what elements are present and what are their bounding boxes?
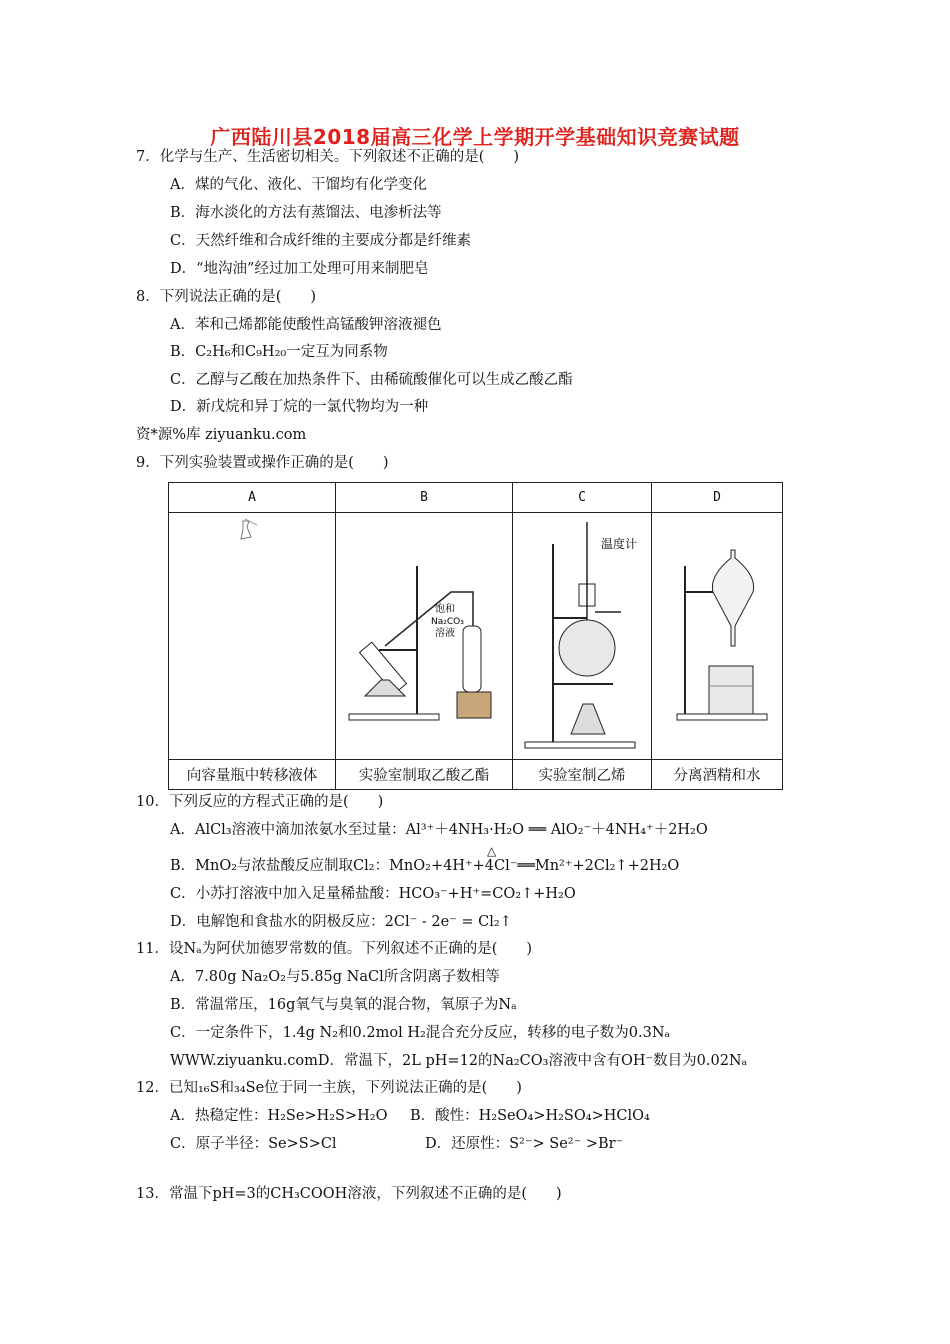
header-b: B (336, 483, 513, 513)
header-c: C (513, 483, 652, 513)
heat-symbol: △ (487, 844, 497, 858)
label-na2co3: Na₂CO₃ (431, 617, 464, 627)
q10-option-a: A．AlCl₃溶液中滴加浓氨水至过量：Al³⁺＋4NH₃·H₂O ══ AlO₂⁻＋4NH₄⁺＋2H₂O (170, 822, 708, 838)
q11-option-d: WWW.ziyuanku.comD．常温下，2L pH=12的Na₂CO₃溶液中含有OH⁻数目为0.02Nₐ (170, 1053, 748, 1069)
q8-option-b: B．C₂H₆和C₉H₂₀一定互为同系物 (170, 344, 388, 360)
header-a: A (169, 483, 336, 513)
apparatus-b-cell (336, 513, 513, 760)
apparatus-d-cell (652, 513, 783, 760)
header-d: D (652, 483, 783, 513)
label-thermometer: 温度计 (601, 537, 638, 551)
q11-option-c: C．一定条件下，1.4g N₂和0.2mol H₂混合充分反应，转移的电子数为0.3Nₐ (170, 1025, 671, 1041)
caption-c: 实验室制乙烯 (513, 760, 652, 790)
volumetric-flask-figure (231, 517, 261, 547)
q12-stem: 12．已知₁₆S和₃₄Se位于同一主族，下列说法正确的是( ) (136, 1080, 522, 1096)
separatory-funnel-apparatus-figure (657, 546, 777, 726)
q12-option-a: A．热稳定性：H₂Se>H₂S>H₂O (170, 1108, 388, 1124)
q9-stem: 9．下列实验装置或操作正确的是( ) (136, 455, 389, 471)
caption-b: 实验室制取乙酸乙酯 (336, 760, 513, 790)
q8-option-a: A．苯和己烯都能使酸性高锰酸钾溶液褪色 (170, 317, 442, 333)
q11-option-b: B．常温常压，16g氧气与臭氧的混合物，氧原子为Nₐ (170, 997, 517, 1013)
apparatus-c-cell (513, 513, 652, 760)
page-title: 广西陆川县2018届高三化学上学期开学基础知识竞赛试题 (210, 125, 740, 149)
q10-option-b: B．MnO₂与浓盐酸反应制取Cl₂：MnO₂+4H⁺+4Cl⁻══Mn²⁺+2Cl₂↑+2H₂O (170, 858, 680, 874)
q11-stem: 11．设Nₐ为阿伏加德罗常数的值。下列叙述不正确的是( ) (136, 941, 533, 957)
q7-option-a: A．煤的气化、液化、干馏均有化学变化 (170, 177, 427, 193)
q8-option-c: C．乙醇与乙酸在加热条件下、由稀硫酸催化可以生成乙酸乙酯 (170, 372, 573, 388)
q11-option-a: A．7.80g Na₂O₂与5.85g NaCl所含阴离子数相等 (170, 969, 500, 985)
ester-prep-apparatus-figure (339, 546, 509, 726)
q10-option-c: C．小苏打溶液中加入足量稀盐酸：HCO₃⁻+H⁺=CO₂↑+H₂O (170, 886, 576, 902)
q12-option-d: D．还原性：S²⁻> Se²⁻ >Br⁻ (425, 1136, 624, 1152)
q7-stem: 7．化学与生产、生活密切相关。下列叙述不正确的是( ) (136, 149, 520, 165)
source-note: 资*源%库 ziyuanku.com (136, 427, 307, 443)
label-saturated: 饱和 (435, 604, 455, 615)
caption-a: 向容量瓶中转移液体 (169, 760, 336, 790)
q13-stem: 13．常温下pH=3的CH₃COOH溶液，下列叙述不正确的是( ) (136, 1186, 562, 1202)
ethylene-prep-apparatus-figure (517, 518, 647, 754)
q7-option-b: B．海水淡化的方法有蒸馏法、电渗析法等 (170, 205, 442, 221)
caption-d: 分离酒精和水 (652, 760, 783, 790)
label-solution: 溶液 (435, 628, 455, 639)
q12-option-c: C．原子半径：Se>S>Cl (170, 1136, 337, 1152)
q10-option-d: D．电解饱和食盐水的阴极反应：2Cl⁻ - 2e⁻ = Cl₂↑ (170, 914, 512, 930)
apparatus-a-cell (169, 513, 336, 760)
q8-option-d: D．新戊烷和异丁烷的一氯代物均为一种 (170, 399, 429, 415)
apparatus-table (168, 482, 783, 790)
q8-stem: 8．下列说法正确的是( ) (136, 289, 317, 305)
q10-stem: 10．下列反应的方程式正确的是( ) (136, 794, 384, 810)
q7-option-c: C．天然纤维和合成纤维的主要成分都是纤维素 (170, 233, 472, 249)
q7-option-d: D．“地沟油”经过加工处理可用来制肥皂 (170, 261, 429, 277)
q12-option-b: B．酸性：H₂SeO₄>H₂SO₄>HClO₄ (410, 1108, 650, 1124)
